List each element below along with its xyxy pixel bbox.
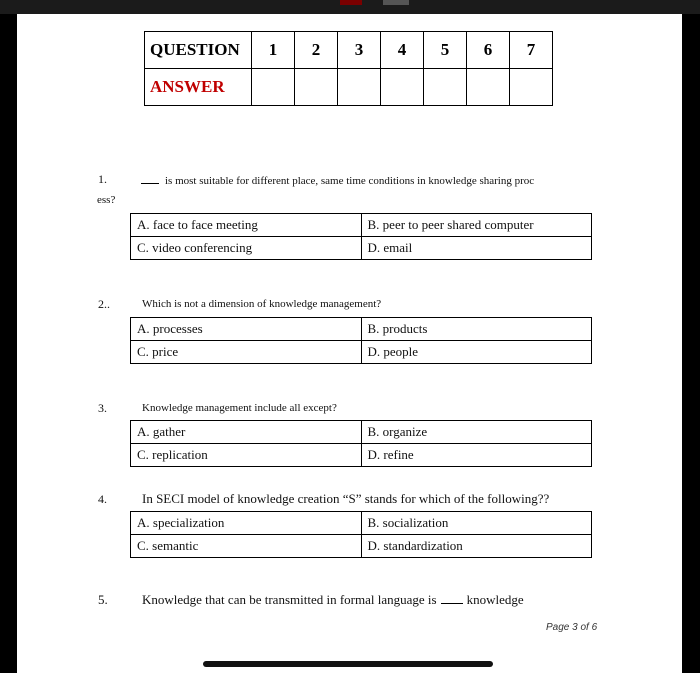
answer-cell[interactable]	[467, 69, 510, 106]
option: D. email	[361, 237, 592, 260]
question-text-before: Knowledge that can be transmitted in formal language is	[142, 592, 437, 607]
option: B. organize	[361, 421, 592, 444]
toolbar-mark	[383, 0, 409, 5]
option: A. face to face meeting	[131, 214, 362, 237]
answer-table	[144, 31, 553, 106]
answer-cell[interactable]	[338, 69, 381, 106]
option: B. products	[361, 318, 592, 341]
home-indicator[interactable]	[203, 661, 493, 667]
option: D. refine	[361, 444, 592, 467]
answer-cell[interactable]	[252, 69, 295, 106]
option: A. gather	[131, 421, 362, 444]
option: D. standardization	[361, 535, 592, 558]
question-text: Knowledge management include all except?	[142, 402, 337, 414]
options-table	[130, 317, 592, 364]
answer-blank	[441, 593, 463, 604]
document-page	[17, 14, 682, 673]
question-label: QUESTION	[145, 32, 252, 69]
question-number: 3	[338, 32, 381, 69]
question-text: Which is not a dimension of knowledge management?	[142, 298, 382, 310]
question-text	[141, 173, 534, 187]
answer-cell[interactable]	[510, 69, 553, 106]
page-number: Page 3 of 6	[546, 622, 598, 633]
question-number: 5	[424, 32, 467, 69]
question-number: 6	[467, 32, 510, 69]
option: C. replication	[131, 444, 362, 467]
question-number-label: 1.	[98, 172, 107, 186]
question-text-content: is most suitable for different place, same time conditions in knowledge sharing proc	[165, 175, 535, 187]
options-table	[130, 420, 592, 467]
option: B. socialization	[361, 512, 592, 535]
answer-cell[interactable]	[295, 69, 338, 106]
answer-cell[interactable]	[381, 69, 424, 106]
answer-row	[145, 69, 553, 106]
question-row	[145, 32, 553, 69]
option: B. peer to peer shared computer	[361, 214, 592, 237]
question-number-label: 5.	[98, 592, 108, 607]
option: A. specialization	[131, 512, 362, 535]
option: C. semantic	[131, 535, 362, 558]
question-number: 7	[510, 32, 553, 69]
answer-blank	[141, 173, 159, 184]
question-number-label: 4.	[98, 492, 107, 506]
question-number: 1	[252, 32, 295, 69]
question-number-label: 3.	[98, 401, 107, 415]
top-bar	[0, 0, 700, 14]
options-table	[130, 511, 592, 558]
question-number: 2	[295, 32, 338, 69]
question-number: 4	[381, 32, 424, 69]
option: A. processes	[131, 318, 362, 341]
question-text	[142, 592, 524, 608]
option: C. price	[131, 341, 362, 364]
question-text-after: knowledge	[466, 592, 524, 607]
options-table	[130, 213, 592, 260]
toolbar-mark	[340, 0, 362, 5]
option: C. video conferencing	[131, 237, 362, 260]
answer-cell[interactable]	[424, 69, 467, 106]
question-text: In SECI model of knowledge creation “S” stands for which of the following??	[142, 491, 550, 506]
option: D. people	[361, 341, 592, 364]
answer-label: ANSWER	[145, 69, 252, 106]
question-number-label: 2..	[98, 297, 110, 311]
question-text-wrap: ess?	[97, 194, 116, 206]
